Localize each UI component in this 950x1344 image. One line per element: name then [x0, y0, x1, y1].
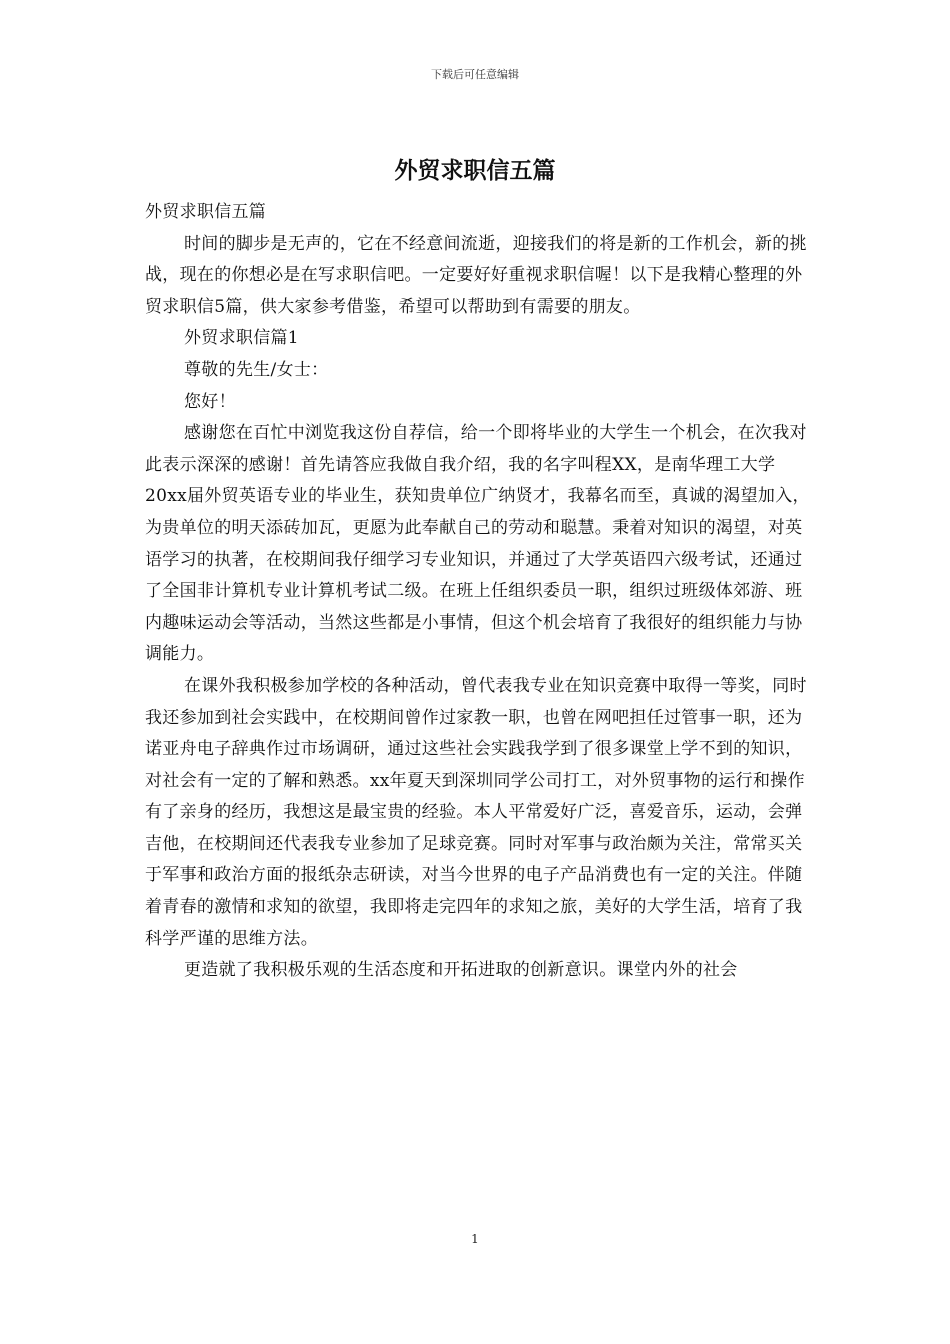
- page-number: 1: [471, 1232, 479, 1246]
- section-heading: 外贸求职信篇1: [184, 328, 299, 349]
- body-paragraph-1: 感谢您在百忙中浏览我这份自荐信，给一个即将毕业的大学生一个机会，在次我对此表示深深的感谢！首先请答应我做自我介绍，我的名字叫程XX，是南华理工大学20xx届外贸英语专业的毕业生，获知贵单位广纳贤才，我幕名而至，真诚的渴望加入，为贵单位的明天添砖加瓦，更愿为此奉献自己的劳动和聪慧。秉着对知识的渴望，对英语学习的执著，在校期间我仔细学习专业知识，并通过了大学英语四六级考试，还通过了全国非计算机专业计算机考试二级。在班上任组织委员一职，组织过班级体郊游、班内趣味运动会等活动，当然这些都是小事情，但这个机会培育了我很好的组织能力与协调能力。: [145, 423, 810, 665]
- body-paragraph-3: 更造就了我积极乐观的生活态度和开拓进取的创新意识。课堂内外的社会: [184, 960, 738, 981]
- greeting: 您好！: [184, 391, 236, 412]
- page-header-note: 下载后可任意编辑: [431, 68, 519, 81]
- body-paragraph-2: 在课外我积极参加学校的各种活动，曾代表我专业在知识竞赛中取得一等奖，同时我还参加到社会实践中，在校期间曾作过家教一职，也曾在网吧担任过管事一职，还为诺亚舟电子辞典作过市场调研，通过这些社会实践我学到了很多课堂上学不到的知识，对社会有一定的了解和熟悉。xx年夏天到深圳同学公司打工，对外贸事物的运行和操作有了亲身的经历，我想这是最宝贵的经验。本人平常爱好广泛，喜爱音乐，运动，会弹吉他，在校期间还代表我专业参加了足球竞赛。同时对军事与政治颇为关注，常常买关于军事和政治方面的报纸杂志研读，对当今世界的电子产品消费也有一定的关注。伴随着青春的激情和求知的欲望，我即将走完四年的求知之旅，美好的大学生活，培育了我科学严谨的思维方法。: [145, 675, 807, 949]
- salutation: 尊敬的先生/女士：: [184, 359, 329, 380]
- document-title: 外贸求职信五篇: [394, 157, 556, 184]
- intro-paragraph: 时间的脚步是无声的，它在不经意间流逝，迎接我们的将是新的工作机会，新的挑战，现在的你想必是在写求职信吧。一定要好好重视求职信喔！以下是我精心整理的外贸求职信5篇，供大家参考借鉴，希望可以帮助到有需要的朋友。: [145, 233, 807, 317]
- document-body: [145, 197, 810, 987]
- document-subtitle: 外贸求职信五篇: [145, 202, 267, 222]
